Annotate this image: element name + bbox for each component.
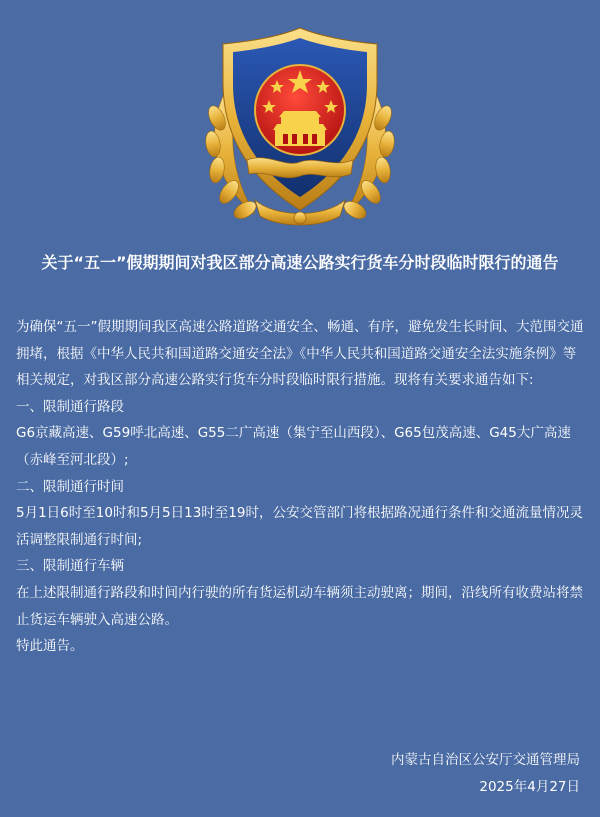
notice-closing: 特此通告。 [16, 638, 84, 655]
notice-intro: 为确保“五一”假期期间我区高速公路道路交通安全、畅通、有序，避免发生长时间、大范围交通拥堵，根据《中华人民共和国道路交通安全法》《中华人民共和国道路交通安全法实施条例》等相关规定，对我区部分高速公路实行货车分时段临时限行措施。现将有关要求通告如下: [16, 319, 584, 389]
notice-title: 关于“五一”假期期间对我区部分高速公路实行货车分时段临时限行的通告 [41, 253, 559, 272]
section-1-content: G6京藏高速、G59呼北高速、G55二广高速（集宁至山西段）、G65包茂高速、G45大广高速（赤峰至河北段）; [16, 425, 571, 468]
section-3-content: 在上述限制通行路段和时间内行驶的所有货运机动车辆须主动驶离；期间，沿线所有收费站将禁止货运车辆驶入高速公路。 [16, 584, 583, 628]
notice-body [16, 314, 584, 660]
section-1-heading: 一、限制通行路段 [16, 398, 124, 415]
section-2-heading: 二、限制通行时间 [16, 478, 124, 495]
section-2-content: 5月1日6时至10时和5月5日13时至19时，公安交管部门将根据路况通行条件和交通流量情况灵活调整限制通行时间; [16, 505, 583, 548]
section-3-heading: 三、限制通行车辆 [16, 558, 124, 575]
issuer-name: 内蒙古自治区公安厅交通管理局 [391, 752, 580, 768]
police-emblem-icon [195, 22, 405, 234]
issue-date: 2025年4月27日 [479, 779, 580, 795]
